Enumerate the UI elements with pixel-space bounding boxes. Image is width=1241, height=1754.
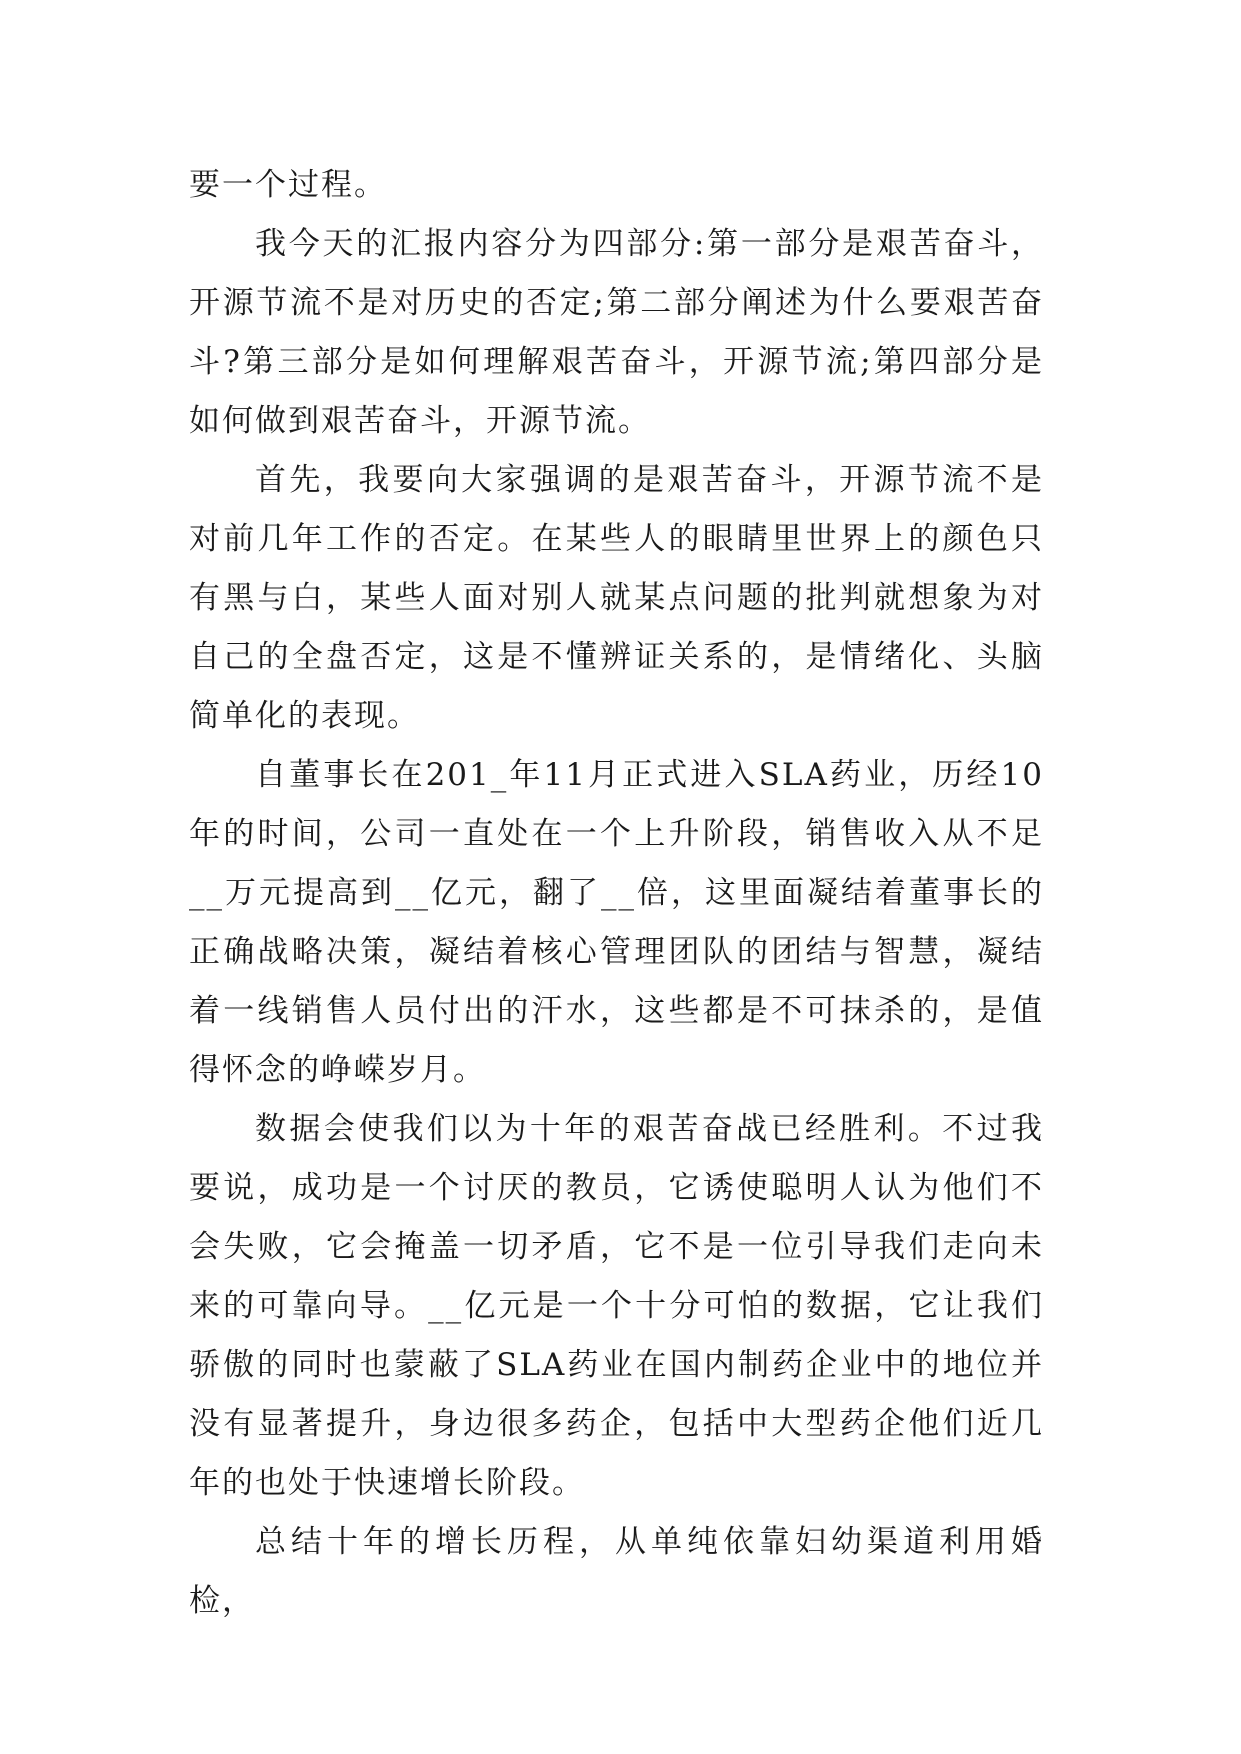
paragraph: 总结十年的增长历程，从单纯依靠妇幼渠道利用婚检， [189,1524,1044,1619]
paragraph: 要一个过程。 [189,167,387,203]
document-body [189,156,1044,1631]
paragraph: 首先，我要向大家强调的是艰苦奋斗，开源节流不是对前几年工作的否定。在某些人的眼睛里世界上的颜色只有黑与白，某些人面对别人就某点问题的批判就想象为对自己的全盘否定，这是不懂辨证关系的，是情绪化、头脑简单化的表现。 [189,462,1044,734]
paragraph: 我今天的汇报内容分为四部分:第一部分是艰苦奋斗，开源节流不是对历史的否定;第二部分阐述为什么要艰苦奋斗?第三部分是如何理解艰苦奋斗，开源节流;第四部分是如何做到艰苦奋斗，开源节流。 [189,226,1044,439]
paragraph: 自董事长在201_年11月正式进入SLA药业，历经10年的时间，公司一直处在一个上升阶段，销售收入从不足__万元提高到__亿元，翻了__倍，这里面凝结着董事长的正确战略决策，凝结着核心管理团队的团结与智慧，凝结着一线销售人员付出的汗水，这些都是不可抹杀的，是值得怀念的峥嵘岁月。 [189,757,1044,1088]
paragraph: 数据会使我们以为十年的艰苦奋战已经胜利。不过我要说，成功是一个讨厌的教员，它诱使聪明人认为他们不会失败，它会掩盖一切矛盾，它不是一位引导我们走向未来的可靠向导。__亿元是一个十分可怕的数据，它让我们骄傲的同时也蒙蔽了SLA药业在国内制药企业中的地位并没有显著提升，身边很多药企，包括中大型药企他们近几年的也处于快速增长阶段。 [189,1111,1044,1501]
